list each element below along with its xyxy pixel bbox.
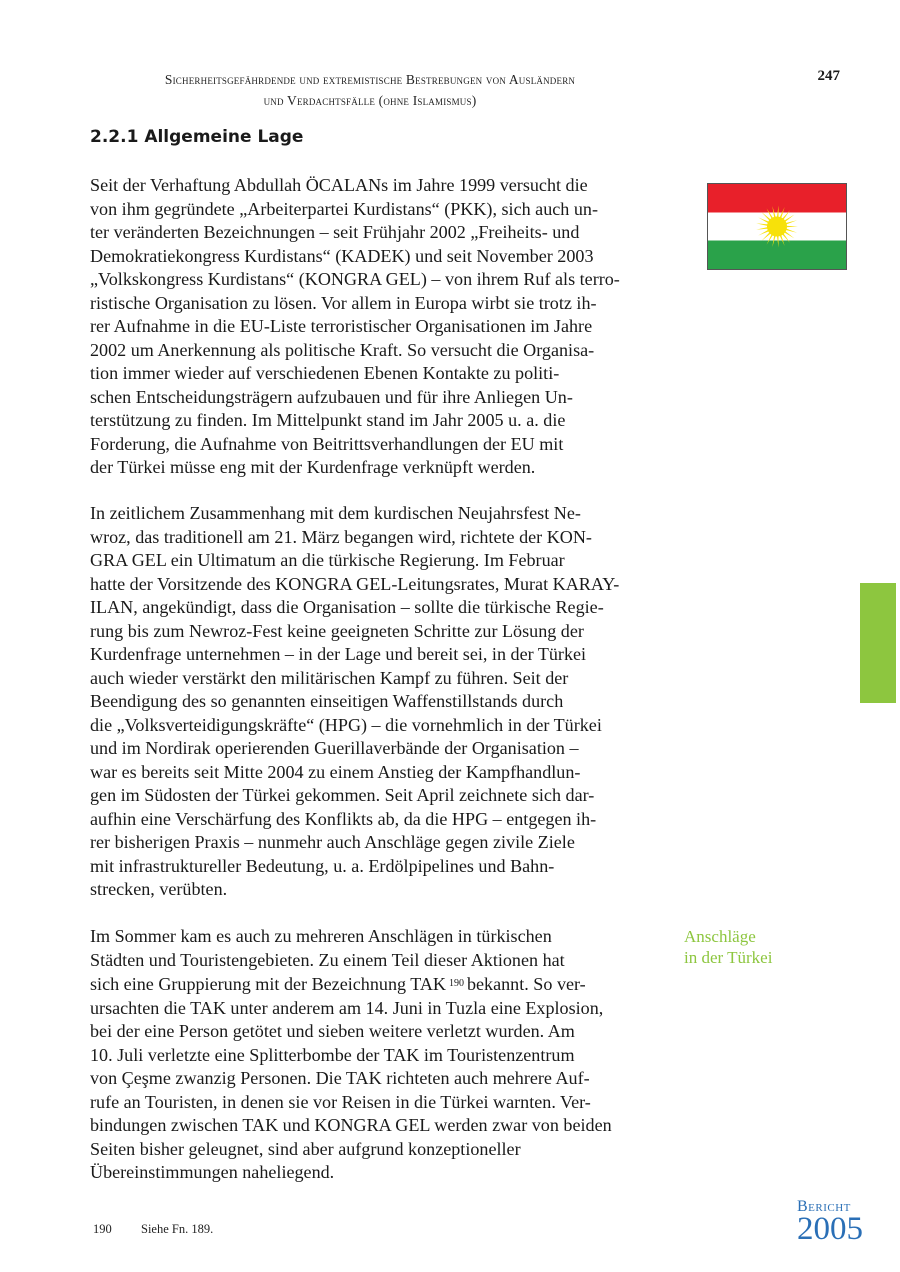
paragraph-line: von Çeşme zwanzig Personen. Die TAK richteten auch mehrere Auf- — [90, 1068, 590, 1088]
paragraph-line: Seit der Verhaftung Abdullah ÖCALANs im Jahre 1999 versucht die — [90, 175, 588, 195]
paragraph-line: mit infrastruktureller Bedeutung, u. a. Erdölpipelines und Bahn- — [90, 855, 555, 876]
paragraph-line: tion immer wieder auf verschiedenen Ebenen Kontakte zu politi- — [90, 363, 560, 383]
paragraph-line: Kurdenfrage unternehmen – in der Lage und bereit sei, in der Türkei — [90, 644, 587, 664]
paragraph-line: von ihm gegründete „Arbeiterpartei Kurdistans“ (PKK), sich auch un- — [90, 198, 598, 219]
footnote-text: Siehe Fn. 189. — [141, 1222, 214, 1236]
paragraph-line: In zeitlichem Zusammenhang mit dem kurdischen Neujahrsfest Ne- — [90, 503, 581, 523]
footnote — [93, 1222, 213, 1237]
chapter-tab — [860, 583, 896, 703]
paragraph-line: und im Nordirak operierenden Guerillaverbände der Organisation – — [90, 738, 579, 758]
paragraph-line: die „Volksverteidigungskräfte“ (HPG) – die vornehmlich in der Türkei — [90, 714, 602, 735]
paragraph-line: der Türkei müsse eng mit der Kurdenfrage verknüpft werden. — [90, 457, 536, 477]
running-title-line2: und Verdachtsfälle (ohne Islamismus) — [263, 93, 477, 108]
paragraph-line: terstützung zu finden. Im Mittelpunkt stand im Jahr 2005 u. a. die — [90, 410, 566, 430]
paragraph-line: hatte der Vorsitzende des KONGRA GEL-Leitungsrates, Murat KARAY- — [90, 573, 620, 594]
margin-note-line2: in der Türkei — [684, 948, 773, 967]
paragraph-line: Seiten bisher geleugnet, sind aber aufgrund konzeptioneller — [90, 1138, 521, 1159]
paragraph-line: rufe an Touristen, in denen sie vor Reisen in die Türkei warnten. Ver- — [90, 1091, 591, 1112]
line-text: bekannt. So ver- — [466, 974, 586, 994]
paragraph-line: Beendigung des so genannten einseitigen Waffenstillstands durch — [90, 691, 564, 711]
line-text: sich eine Gruppierung mit der Bezeichnung TAK — [90, 974, 446, 994]
paragraph-line: GRA GEL ein Ultimatum an die türkische Regierung. Im Februar — [90, 550, 565, 570]
paragraph-line: 2002 um Anerkennung als politische Kraft. So versucht die Organisa- — [90, 339, 595, 360]
paragraph-line: Übereinstimmungen naheliegend. — [90, 1162, 335, 1182]
report-label: Bericht — [797, 1198, 851, 1215]
paragraph-line: Städten und Touristengebieten. Zu einem Teil dieser Aktionen hat — [90, 949, 565, 970]
footnote-ref[interactable]: 190 — [448, 978, 464, 989]
paragraph-1 — [90, 174, 662, 480]
paragraph-line: Forderung, die Aufnahme von Beitrittsverhandlungen der EU mit — [90, 433, 564, 454]
paragraph-line: bei der eine Person getötet und sieben weitere verletzt wurden. Am — [90, 1021, 575, 1041]
paragraph-line: strecken, verübten. — [90, 879, 228, 899]
paragraph-line: rer Aufnahme in die EU-Liste terroristischer Organisationen im Jahre — [90, 316, 593, 336]
paragraph-line: war es bereits seit Mitte 2004 zu einem Anstieg der Kampfhandlun- — [90, 761, 581, 782]
paragraph-line — [90, 972, 662, 997]
paragraph-line: ter veränderten Bezeichnungen – seit Frühjahr 2002 „Freiheits- und — [90, 222, 580, 242]
kurdistan-flag-image — [707, 183, 847, 270]
paragraph-line: ILAN, angekündigt, dass die Organisation – sollte die türkische Regie- — [90, 597, 604, 617]
paragraph-line: aufhin eine Verschärfung des Konflikts ab, da die HPG – entgegen ih- — [90, 808, 597, 829]
paragraph-2 — [90, 502, 662, 902]
margin-note-line1: Anschläge — [684, 927, 756, 946]
page-number: 247 — [817, 68, 840, 84]
paragraph-line: wroz, das traditionell am 21. März begangen wird, richtete der KON- — [90, 526, 592, 547]
paragraph-line: Demokratiekongress Kurdistans“ (KADEK) und seit November 2003 — [90, 245, 594, 266]
paragraph-line: auch wieder verstärkt den militärischen Kampf zu führen. Seit der — [90, 667, 569, 688]
running-title-line1: Sicherheitsgefährdende und extremistische Bestrebungen von Ausländern — [164, 72, 576, 87]
sun-disc — [767, 217, 787, 237]
paragraph-line: „Volkskongress Kurdistans“ (KONGRA GEL) – von ihrem Ruf als terro- — [90, 269, 620, 289]
margin-note — [684, 926, 772, 968]
footnote-number: 190 — [93, 1222, 112, 1236]
flag-green-band — [708, 241, 846, 270]
running-title — [90, 69, 650, 111]
report-year: 2005 — [797, 1211, 863, 1247]
paragraph-line: bindungen zwischen TAK und KONGRA GEL werden zwar von beiden — [90, 1115, 612, 1135]
paragraph-line: schen Entscheidungsträgern aufzubauen und für ihre Anliegen Un- — [90, 386, 573, 407]
paragraph-line: gen im Südosten der Türkei gekommen. Seit April zeichnete sich dar- — [90, 785, 595, 805]
flag-red-band — [708, 184, 846, 213]
section-title: 2.2.1 Allgemeine Lage — [90, 127, 304, 147]
paragraph-3 — [90, 925, 662, 1185]
paragraph-line: ristische Organisation zu lösen. Vor allem in Europa wirbt sie trotz ih- — [90, 292, 597, 313]
paragraph-line: ursachten die TAK unter anderem am 14. Juni in Tuzla eine Explosion, — [90, 997, 604, 1018]
paragraph-line: rer bisherigen Praxis – nunmehr auch Anschläge gegen zivile Ziele — [90, 832, 575, 852]
paragraph-line: rung bis zum Newroz-Fest keine geeigneten Schritte zur Lösung der — [90, 620, 584, 641]
paragraph-line: Im Sommer kam es auch zu mehreren Anschlägen in türkischen — [90, 926, 552, 946]
paragraph-rest — [90, 997, 662, 1185]
paragraph-line: 10. Juli verletzte eine Splitterbombe der TAK im Touristenzentrum — [90, 1044, 575, 1065]
